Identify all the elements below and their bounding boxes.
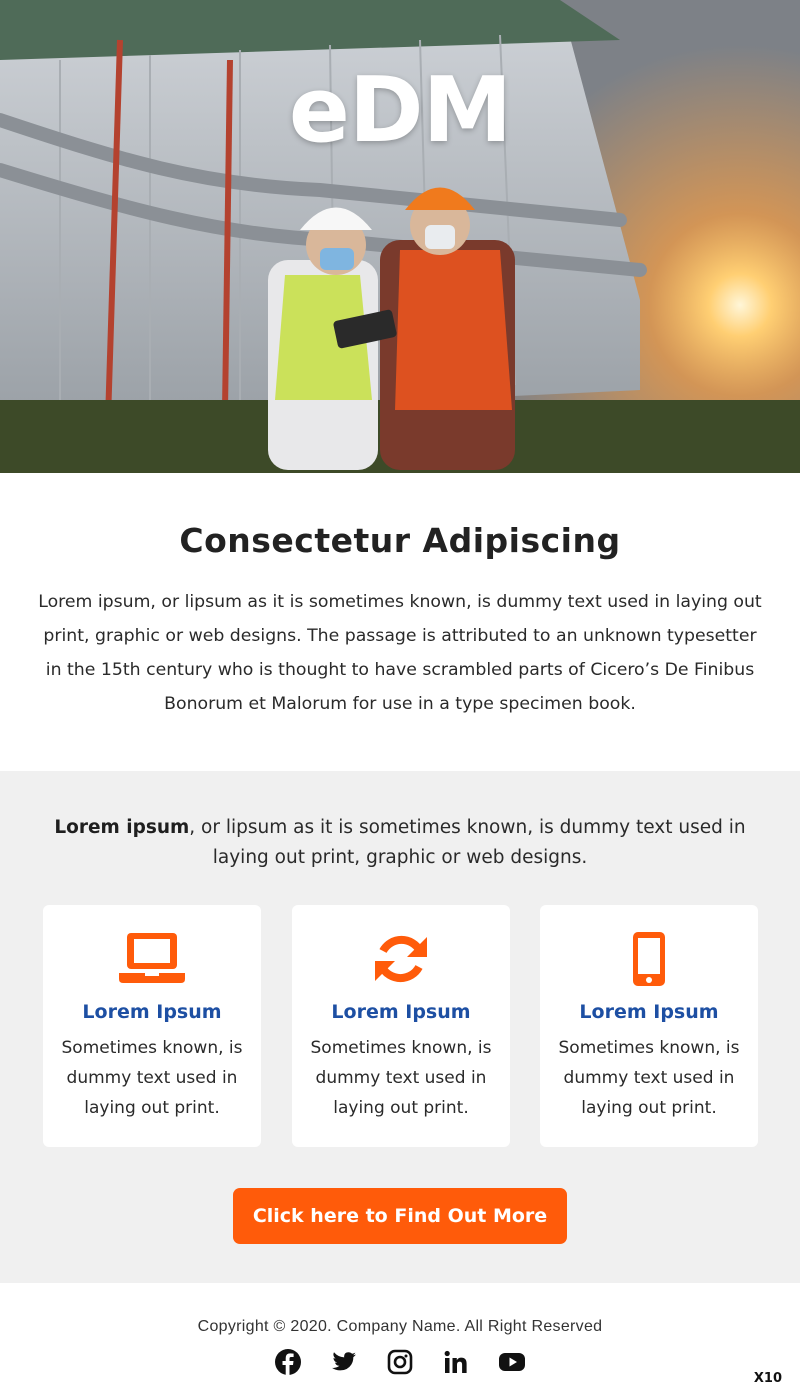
hero-title: eDM: [288, 58, 512, 163]
refresh-icon: [292, 931, 510, 987]
social-links: [0, 1348, 800, 1376]
feature-card: [43, 905, 261, 1147]
instagram-icon[interactable]: [386, 1348, 414, 1376]
section-heading: Consectetur Adipiscing: [179, 521, 621, 560]
card-title: Lorem Ipsum: [579, 1001, 719, 1023]
find-out-more-button[interactable]: Click here to Find Out More: [233, 1188, 567, 1244]
footer: [0, 1283, 800, 1400]
lead-text: , or lipsum as it is sometimes known, is dummy text used in laying out print, graphic or web designs.: [189, 817, 746, 868]
linkedin-icon[interactable]: [442, 1348, 470, 1376]
card-text: Sometimes known, is dummy text used in laying out print.: [558, 1038, 740, 1118]
laptop-icon: [43, 931, 261, 987]
lead-bold: Lorem ipsum: [54, 817, 190, 838]
card-title: Lorem Ipsum: [331, 1001, 471, 1023]
card-text: Sometimes known, is dummy text used in laying out print.: [61, 1038, 243, 1118]
youtube-icon[interactable]: [498, 1348, 526, 1376]
facebook-icon[interactable]: [274, 1348, 302, 1376]
features-lead: [30, 813, 770, 873]
card-text: Sometimes known, is dummy text used in laying out print.: [310, 1038, 492, 1118]
intro-paragraph: Lorem ipsum, or lipsum as it is sometimes known, is dummy text used in laying out print, graphic or web designs. The passage is attributed to an unknown typesetter in the 15th century who is thought to have scrambled parts of Cicero’s De Finibus Bonorum et Malorum for use in a type specimen book.: [38, 592, 762, 714]
twitter-icon[interactable]: [330, 1348, 358, 1376]
mobile-phone-icon: [540, 931, 758, 987]
feature-card: [540, 905, 758, 1147]
intro-section: [0, 473, 800, 771]
hero-banner: [0, 0, 800, 473]
watermark: X10: [753, 1371, 782, 1386]
feature-card: [292, 905, 510, 1147]
features-section: [0, 771, 800, 1283]
card-title: Lorem Ipsum: [82, 1001, 222, 1023]
copyright-text: Copyright © 2020. Company Name. All Right Reserved: [197, 1318, 603, 1335]
